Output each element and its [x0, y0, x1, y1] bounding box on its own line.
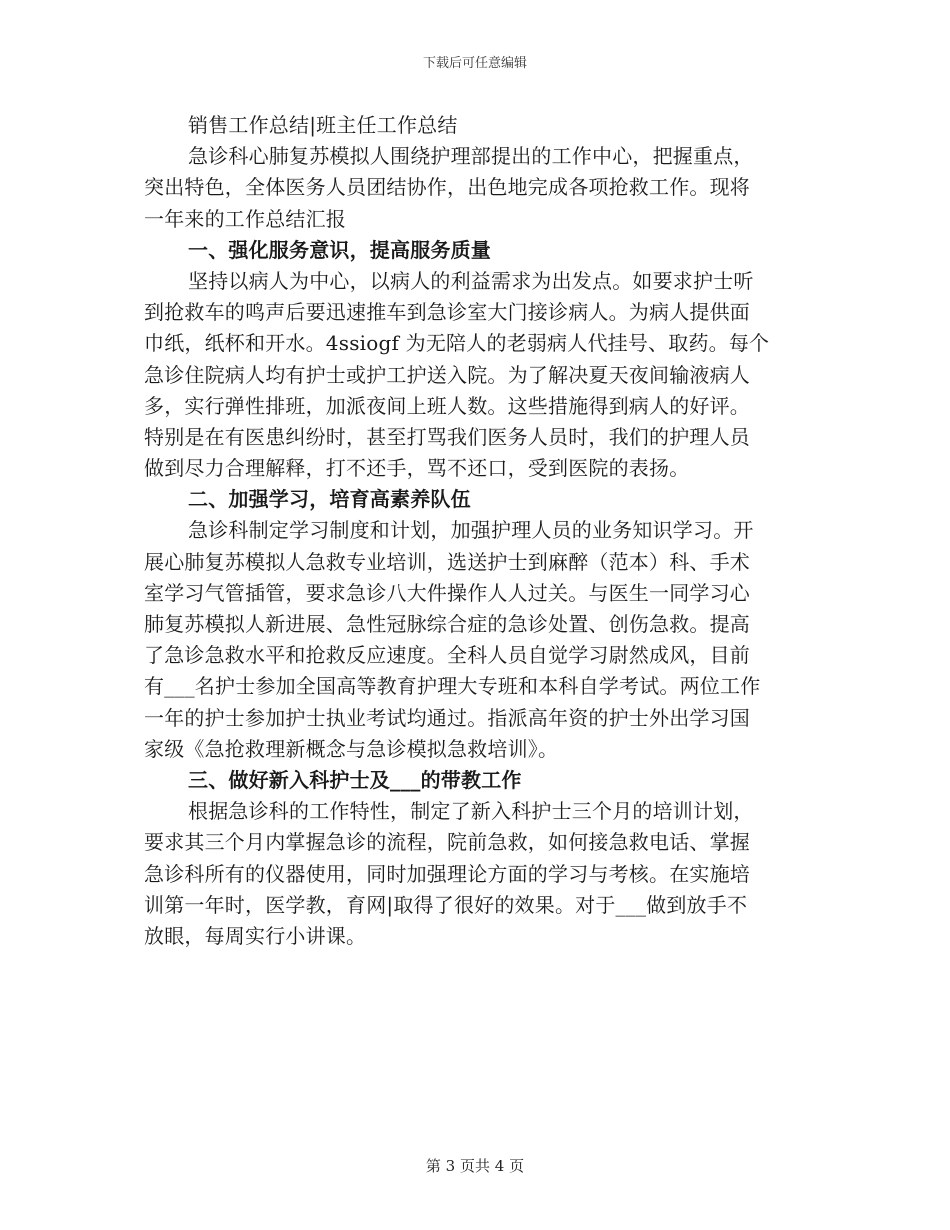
text-line: 突出特色，全体医务人员团结协作，出色地完成各项抢救工作。现将	[144, 175, 750, 200]
text-line: 特别是在有医患纠纷时，甚至打骂我们医务人员时，我们的护理人员	[144, 424, 750, 449]
text-line: 肺复苏模拟人新进展、急性冠脉综合症的急诊处置、创伤急救。提高	[144, 612, 750, 636]
text-line: 坚持以病人为中心，以病人的利益需求为出发点。如要求护士听	[188, 268, 754, 293]
text-line: 急诊科所有的仪器使用，同时加强理论方面的学习与考核。在实施培	[144, 861, 750, 886]
text-line: 根据急诊科的工作特性，制定了新入科护士三个月的培训计划，	[188, 799, 754, 824]
text-line: 要求其三个月内掌握急诊的流程，院前急救，如何接急救电话、掌握	[144, 830, 750, 855]
text-line: 家级《急抢救理新概念与急诊模拟急救培训》。	[144, 736, 559, 761]
text-line: 急诊住院病人均有护士或护工护送入院。为了解决夏天夜间输液病人	[144, 362, 750, 387]
document-body	[144, 110, 814, 952]
section-heading: 三、做好新入科护士及___的带教工作	[188, 767, 522, 792]
text-line: 做到尽力合理解释，打不还手，骂不还口，受到医院的表扬。	[144, 456, 690, 481]
page-header: 下载后可任意编辑	[422, 56, 527, 71]
text-line: 一年来的工作总结汇报	[144, 206, 346, 231]
text-line: 多，实行弹性排班，加派夜间上班人数。这些措施得到病人的好评。	[144, 393, 750, 418]
text-line: 训第一年时，医学教，育网|取得了很好的效果。对于___做到放手不	[144, 892, 748, 917]
text-line: 展心肺复苏模拟人急救专业培训，选送护士到麻醉（范本）科、手术	[144, 549, 750, 574]
text-line: 急诊科制定学习制度和计划，加强护理人员的业务知识学习。开	[188, 518, 754, 543]
section-heading: 二、加强学习，培育高素养队伍	[188, 487, 471, 512]
text-line: 到抢救车的鸣声后要迅速推车到急诊室大门接诊病人。为病人提供面	[144, 300, 750, 325]
text-line: 室学习气管插管，要求急诊八大件操作人人过关。与医生一同学习心	[144, 580, 750, 605]
page-footer: 第 3 页共 4 页	[425, 1157, 525, 1175]
text-line: 巾纸，纸杯和开水。4ssiogf 为无陪人的老弱病人代挂号、取药。每个	[144, 331, 770, 356]
section-heading: 一、强化服务意识，提高服务质量	[188, 237, 491, 262]
text-line: 了急诊急救水平和抢救反应速度。全科人员自觉学习尉然成风，目前	[144, 643, 750, 668]
text-line: 有___名护士参加全国高等教育护理大专班和本科自学考试。两位工作	[144, 674, 761, 699]
text-line: 一年的护士参加护士执业考试均通过。指派高年资的护士外出学习国	[144, 705, 750, 730]
text-line: 销售工作总结|班主任工作总结	[188, 113, 458, 137]
text-line: 放眼，每周实行小讲课。	[144, 923, 367, 948]
text-line: 急诊科心肺复苏模拟人围绕护理部提出的工作中心，把握重点，	[188, 144, 754, 169]
